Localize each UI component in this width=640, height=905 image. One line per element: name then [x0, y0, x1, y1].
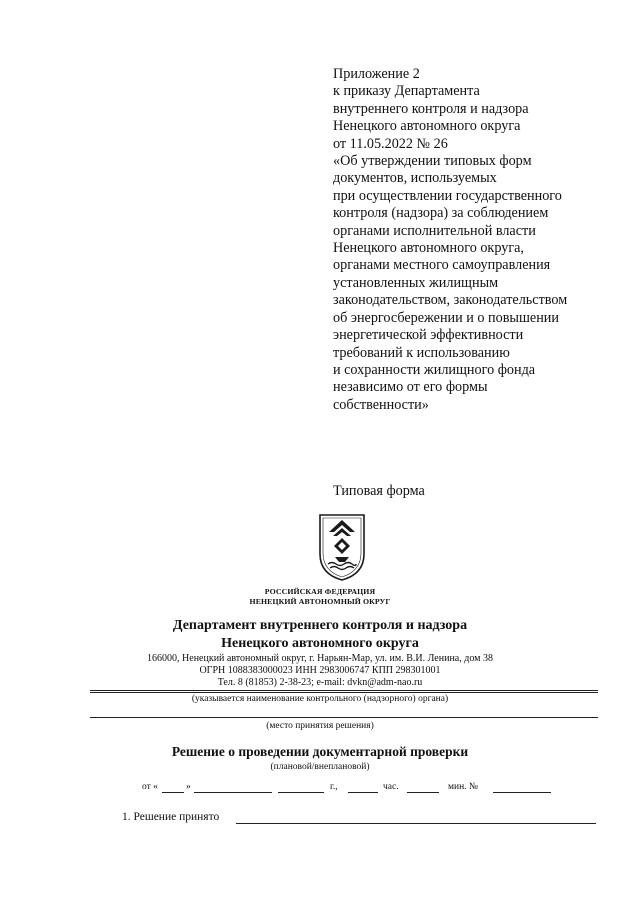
appendix-line: установленных жилищным: [333, 274, 499, 291]
appendix-line: Ненецкого автономного округа: [333, 118, 521, 135]
year-suffix-label: г.,: [330, 782, 338, 792]
appendix-line: энергетической эффективности: [333, 327, 524, 344]
appendix-line: независимо от его формы: [333, 379, 488, 396]
appendix-line: об энергосбережении и о повышении: [333, 309, 559, 326]
header-divider: [90, 690, 598, 691]
department-title-line2: Ненецкого автономного округа: [221, 636, 419, 651]
appendix-line: внутреннего контроля и надзора: [333, 100, 529, 117]
minutes-blank: [407, 792, 439, 793]
appendix-line: органами исполнительной власти: [333, 222, 536, 239]
appendix-line: Ненецкого автономного округа,: [333, 240, 524, 257]
section-1-blank-line: [236, 823, 596, 824]
appendix-line: Приложение 2: [333, 66, 420, 82]
place-caption: (место принятия решения): [266, 721, 374, 731]
year-blank: [278, 792, 324, 793]
date-from-label: от «: [142, 782, 158, 792]
authority-caption: (указывается наименование контрольного (надзорного) органа): [191, 694, 449, 704]
appendix-line: собственности»: [333, 396, 429, 413]
department-address: 166000, Ненецкий автономный округ, г. Нарьян-Мар, ул. им. В.И. Ленина, дом 38: [147, 653, 493, 664]
region-line: НЕНЕЦКИЙ АВТОНОМНЫЙ ОКРУГ: [249, 597, 391, 606]
department-registration: ОГРН 1088383000023 ИНН 2983006747 КПП 298301001: [199, 665, 441, 676]
department-contacts: Тел. 8 (81853) 2-38-23; e-mail: dvkn@adm-nao.ru: [217, 677, 423, 688]
appendix-line: при осуществлении государственного: [333, 187, 562, 204]
appendix-line: «Об утверждении типовых форм: [333, 153, 532, 170]
decision-title: Решение о проведении документарной проверки: [171, 744, 469, 759]
minutes-number-label: мин. №: [448, 782, 478, 792]
section-1-label: 1. Решение принято: [122, 811, 220, 823]
country-line: РОССИЙСКАЯ ФЕДЕРАЦИЯ: [264, 587, 376, 596]
date-close-quote: »: [186, 782, 191, 792]
month-blank: [194, 792, 272, 793]
day-blank: [162, 792, 184, 793]
form-type-label: Типовая форма: [333, 483, 425, 499]
appendix-line: к приказу Департамента: [333, 83, 480, 100]
header-divider-inner: [90, 692, 598, 693]
number-blank: [493, 792, 551, 793]
hours-blank: [348, 792, 378, 793]
decision-subtitle: (плановой/внеплановой): [270, 762, 370, 772]
appendix-line: документов, используемых: [333, 170, 497, 187]
appendix-line: и сохранности жилищного фонда: [333, 361, 536, 378]
appendix-line: требований к использованию: [333, 344, 510, 361]
place-blank-line: [90, 717, 598, 718]
appendix-line: контроля (надзора) за соблюдением: [333, 205, 549, 222]
appendix-line: законодательством, законодательством: [333, 292, 568, 309]
country-name: [0, 587, 640, 607]
department-title-line1: Департамент внутреннего контроля и надзора: [172, 618, 468, 633]
appendix-block: [333, 66, 633, 414]
coat-of-arms-icon: [317, 512, 367, 582]
appendix-line: от 11.05.2022 № 26: [333, 135, 448, 152]
appendix-line: органами местного самоуправления: [333, 257, 551, 274]
hours-label: час.: [383, 782, 399, 792]
